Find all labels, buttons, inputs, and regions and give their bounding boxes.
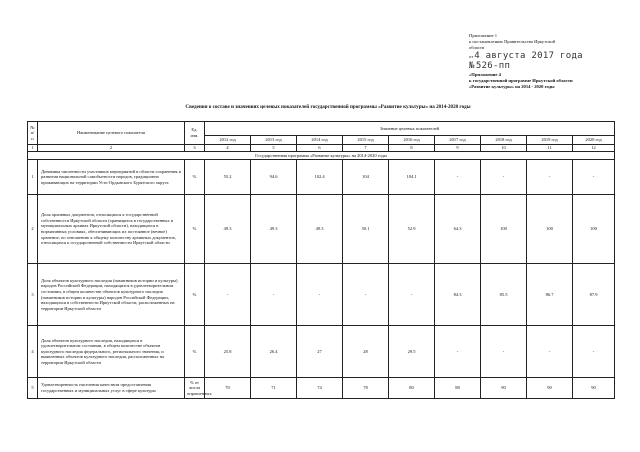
row-indicator-name: Динамика численности участников мероприятий в области сохранения и развития национальной самобытности народов, традиционно проживающих на территории Усть-Ордынского Бурятского округа: [38, 160, 185, 195]
header-year: 2018 год: [481, 136, 527, 145]
section-title: Государственная программа «Развитие культуры» на 2014-2020 годы: [28, 152, 615, 160]
row-value: 104: [343, 160, 389, 195]
header-year: 2013 год: [251, 136, 297, 145]
row-value: 55.2: [205, 160, 251, 195]
column-number: 7: [343, 145, 389, 152]
annex-block: [469, 33, 634, 90]
row-value: -: [435, 160, 481, 195]
row-value: -: [251, 264, 297, 326]
row-value: -: [527, 160, 573, 195]
column-number: 10: [481, 145, 527, 152]
row-value: -: [389, 264, 435, 326]
row-value: -: [435, 326, 481, 378]
row-value: 88: [435, 378, 481, 399]
row-value: 50.1: [343, 195, 389, 264]
row-unit: %: [185, 326, 205, 378]
row-value: 94.6: [251, 160, 297, 195]
row-indicator-name: Удовлетворенность населения качеством предоставления государственных и муниципальных услуг в сфере культуры: [38, 378, 185, 399]
row-value: 70: [205, 378, 251, 399]
row-value: 104.1: [389, 160, 435, 195]
row-indicator-name: Доля объектов культурного наследия, находящихся в удовлетворительном состоянии, в общем количестве объектов культурного наследия федерального, регионального значения, и выявленных объектов культурного наследия, расположенных на территории Иркутской области: [38, 326, 185, 378]
row-value: 80: [389, 378, 435, 399]
header-year: 2015 год: [343, 136, 389, 145]
header-column-numbers: [28, 145, 615, 152]
handwritten-number: 526-пп: [475, 60, 511, 71]
table-row: [28, 264, 615, 326]
column-number: 6: [297, 145, 343, 152]
row-indicator-name: Доля объектов культурного наследия (памятников истории и культуры) народов Российской Федерации, находящихся в удовлетворительном состоянии, в общем количестве объектов культурного наследия (памятников истории и культуры) народов Российской Федерации, находящихся в собственности Иркутской области, расположенных на территории Иркутской области: [38, 264, 185, 326]
header-name: Наименование целевого показателя: [38, 122, 185, 145]
section-row: [28, 152, 615, 160]
row-num: 2: [28, 195, 38, 264]
row-value: -: [573, 326, 615, 378]
table-row: [28, 195, 615, 264]
row-value: 100: [481, 195, 527, 264]
row-value: 84.3: [435, 264, 481, 326]
header-row-top: [28, 122, 615, 136]
row-num: 5: [28, 378, 38, 399]
row-value: 90: [573, 378, 615, 399]
header-values-group: Значение целевых показателей: [205, 122, 615, 136]
row-value: 27: [297, 326, 343, 378]
column-number: 2: [38, 145, 185, 152]
header-year: 2014 год: [297, 136, 343, 145]
row-value: -: [481, 160, 527, 195]
column-number: 4: [205, 145, 251, 152]
header-year: 2020 год: [573, 136, 615, 145]
row-value: 90: [527, 378, 573, 399]
date-prefix: от: [469, 53, 474, 59]
row-value: 49.3: [251, 195, 297, 264]
row-value: -: [343, 264, 389, 326]
row-value: 26.4: [251, 326, 297, 378]
row-value: 71: [251, 378, 297, 399]
row-value: 29.5: [389, 326, 435, 378]
header-year: 2012 год: [205, 136, 251, 145]
row-unit: %: [185, 160, 205, 195]
annex-line: к государственной программе Иркутской области: [469, 77, 573, 83]
row-value: 49.3: [297, 195, 343, 264]
column-number: 5: [251, 145, 297, 152]
row-value: 90: [481, 378, 527, 399]
annex-line: к постановлению Правительства Иркутской: [469, 39, 556, 45]
header-year: 2017 год: [435, 136, 481, 145]
row-value: -: [297, 264, 343, 326]
row-value: 100: [527, 195, 573, 264]
table-row: [28, 160, 615, 195]
row-value: -: [205, 264, 251, 326]
annex-line: «Развитие культуры» на 2014 - 2020 годы: [469, 84, 555, 90]
row-value: -: [527, 326, 573, 378]
annex-line: «Приложение 4: [469, 71, 501, 77]
row-value: 74: [297, 378, 343, 399]
row-value: 25.8: [205, 326, 251, 378]
row-value: 102.4: [297, 160, 343, 195]
column-number: 8: [389, 145, 435, 152]
column-number: 11: [527, 145, 573, 152]
row-value: 78: [343, 378, 389, 399]
column-number: 1: [28, 145, 38, 152]
table-title: Сведения о составе и значениях целевых показателей государственной программы «Развитие культуры» на 2014-2020 годы: [185, 104, 471, 110]
number-prefix: №: [469, 60, 475, 71]
row-value: 100: [573, 195, 615, 264]
header-num: № п/п: [28, 122, 38, 145]
indicators-table: [27, 121, 615, 399]
row-num: 4: [28, 326, 38, 378]
handwritten-date: 4 августа 2017 года: [474, 50, 583, 61]
row-value: 87.9: [573, 264, 615, 326]
table-row: [28, 326, 615, 378]
header-year: 2019 год: [527, 136, 573, 145]
row-value: -: [481, 326, 527, 378]
row-unit: % от числа опрошенных: [185, 378, 205, 399]
header-unit: Ед. изм.: [185, 122, 205, 145]
table-row: [28, 378, 615, 399]
row-unit: %: [185, 195, 205, 264]
row-unit: %: [185, 264, 205, 326]
column-number: 12: [573, 145, 615, 152]
annex-line: области: [469, 45, 485, 51]
row-value: 64.3: [435, 195, 481, 264]
row-num: 1: [28, 160, 38, 195]
row-value: 49.3: [205, 195, 251, 264]
row-value: 52.9: [389, 195, 435, 264]
row-value: 85.5: [481, 264, 527, 326]
column-number: 9: [435, 145, 481, 152]
row-value: -: [573, 160, 615, 195]
row-value: 86.7: [527, 264, 573, 326]
annex-number-line: [469, 62, 634, 72]
row-num: 3: [28, 264, 38, 326]
annex-line: Приложение 1: [469, 33, 498, 38]
row-value: 28: [343, 326, 389, 378]
column-number: 3: [185, 145, 205, 152]
header-year: 2016 год: [389, 136, 435, 145]
row-indicator-name: Доля архивных документов, относящихся к государственной собственности Иркутской области (хранящихся в государственных и муниципальных архивах Иркутской области), находящихся в нормативных условиях, обеспечивающих их постоянное (вечное) хранение, по отношению к общему количеству архивных документов, относящихся к государственной собственности Иркутской области: [38, 195, 185, 264]
